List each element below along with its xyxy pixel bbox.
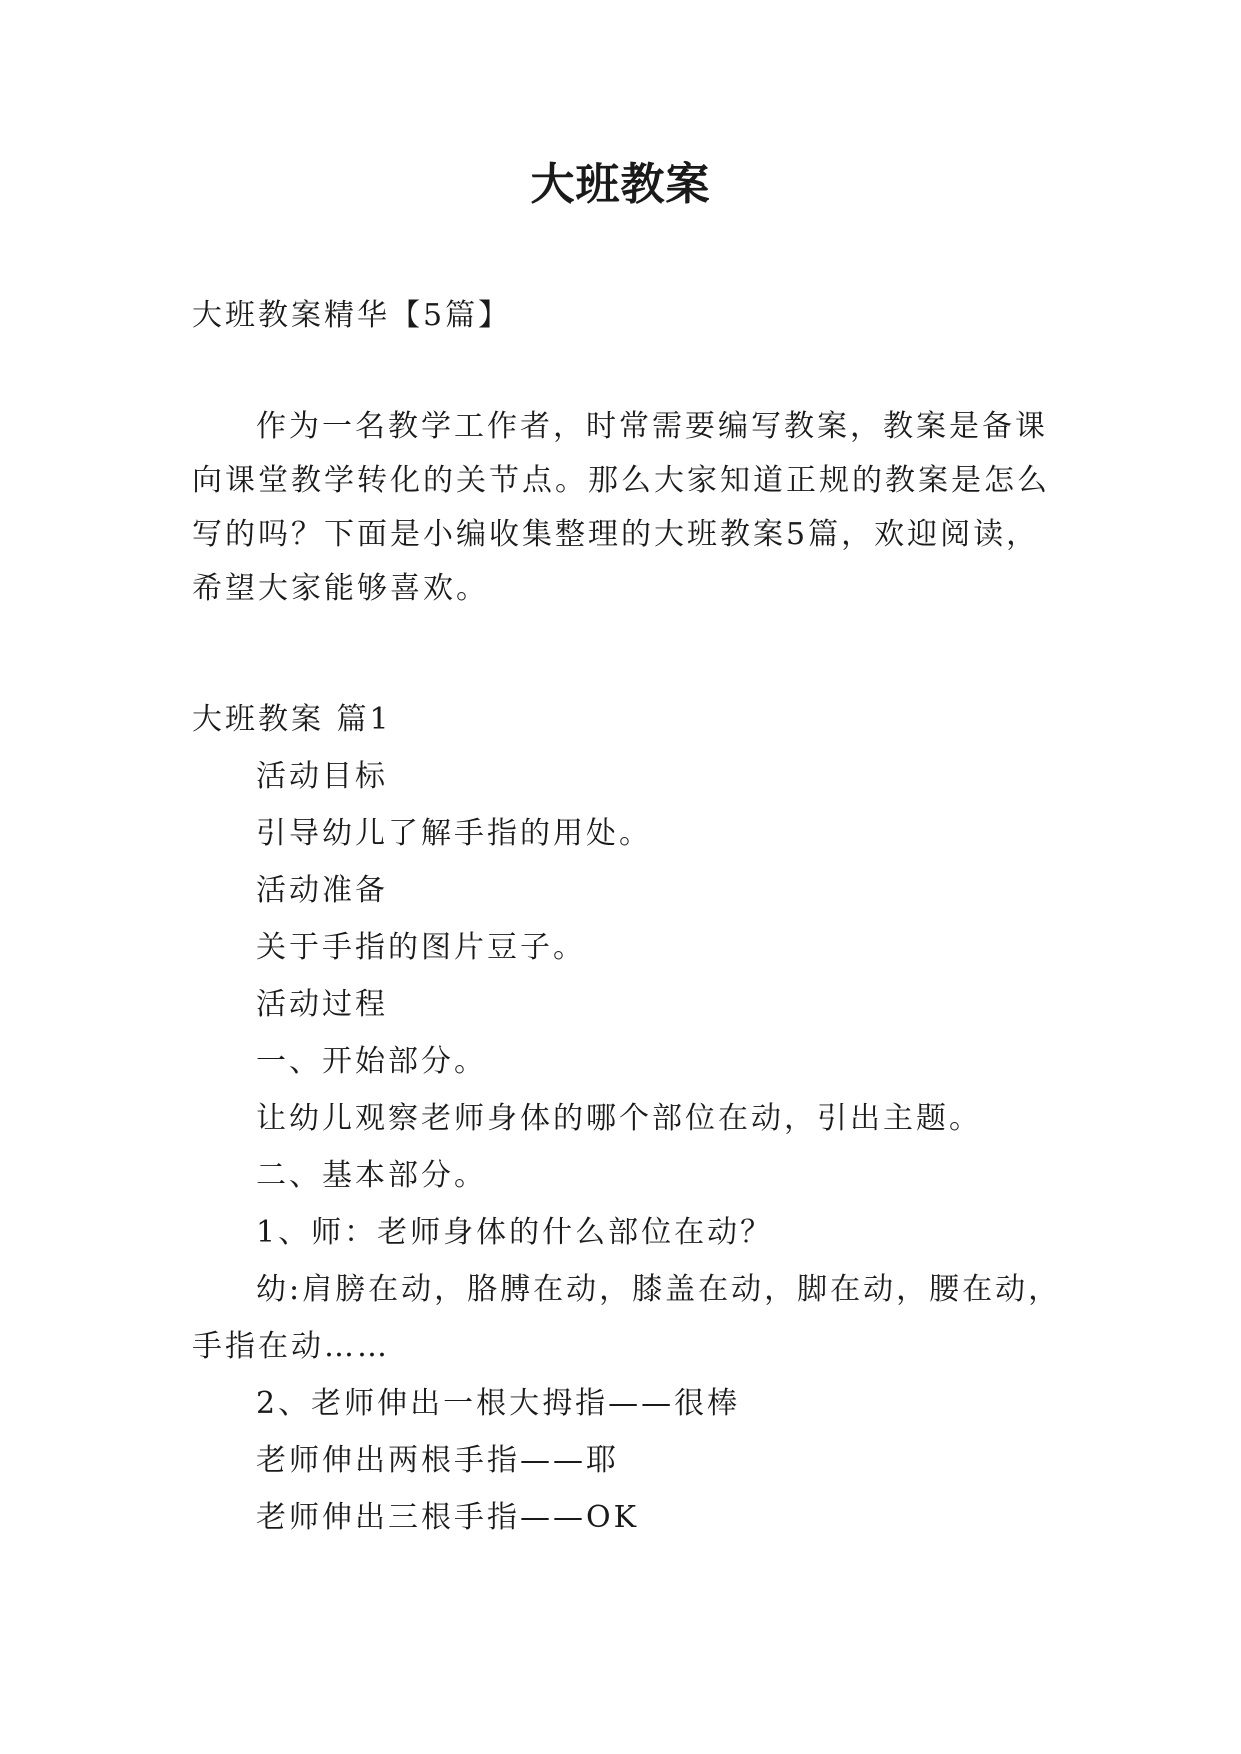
section-heading-activity-goal: 活动目标 bbox=[256, 759, 388, 794]
body-line: 一、开始部分。 bbox=[256, 1044, 487, 1079]
body-line: 关于手指的图片豆子。 bbox=[256, 930, 586, 965]
body-line: 手指在动…… bbox=[192, 1329, 390, 1364]
body-line: 老师伸出两根手指——耶 bbox=[256, 1443, 619, 1478]
body-line: 幼:肩膀在动，胳膊在动，膝盖在动，脚在动，腰在动， bbox=[256, 1272, 1062, 1307]
document-title: 大班教案 bbox=[530, 159, 711, 210]
document-subtitle: 大班教案精华【5篇】 bbox=[192, 298, 512, 333]
body-line: 二、基本部分。 bbox=[256, 1158, 487, 1193]
intro-line: 写的吗？下面是小编收集整理的大班教案5篇，欢迎阅读， bbox=[192, 517, 1040, 552]
intro-line: 向课堂教学转化的关节点。那么大家知道正规的教案是怎么 bbox=[192, 463, 1050, 498]
section-heading-activity-process: 活动过程 bbox=[256, 987, 388, 1022]
body-line: 老师伸出三根手指——OK bbox=[256, 1500, 640, 1535]
body-line: 2、老师伸出一根大拇指——很棒 bbox=[256, 1386, 741, 1421]
intro-line: 希望大家能够喜欢。 bbox=[192, 571, 489, 606]
body-line: 引导幼儿了解手指的用处。 bbox=[256, 816, 652, 851]
section-heading: 大班教案 篇1 bbox=[192, 702, 392, 737]
body-line: 让幼儿观察老师身体的哪个部位在动，引出主题。 bbox=[256, 1101, 982, 1136]
body-line: 1、师：老师身体的什么部位在动？ bbox=[256, 1215, 774, 1250]
section-heading-activity-prep: 活动准备 bbox=[256, 873, 388, 908]
intro-line: 作为一名教学工作者，时常需要编写教案，教案是备课 bbox=[256, 409, 1048, 444]
